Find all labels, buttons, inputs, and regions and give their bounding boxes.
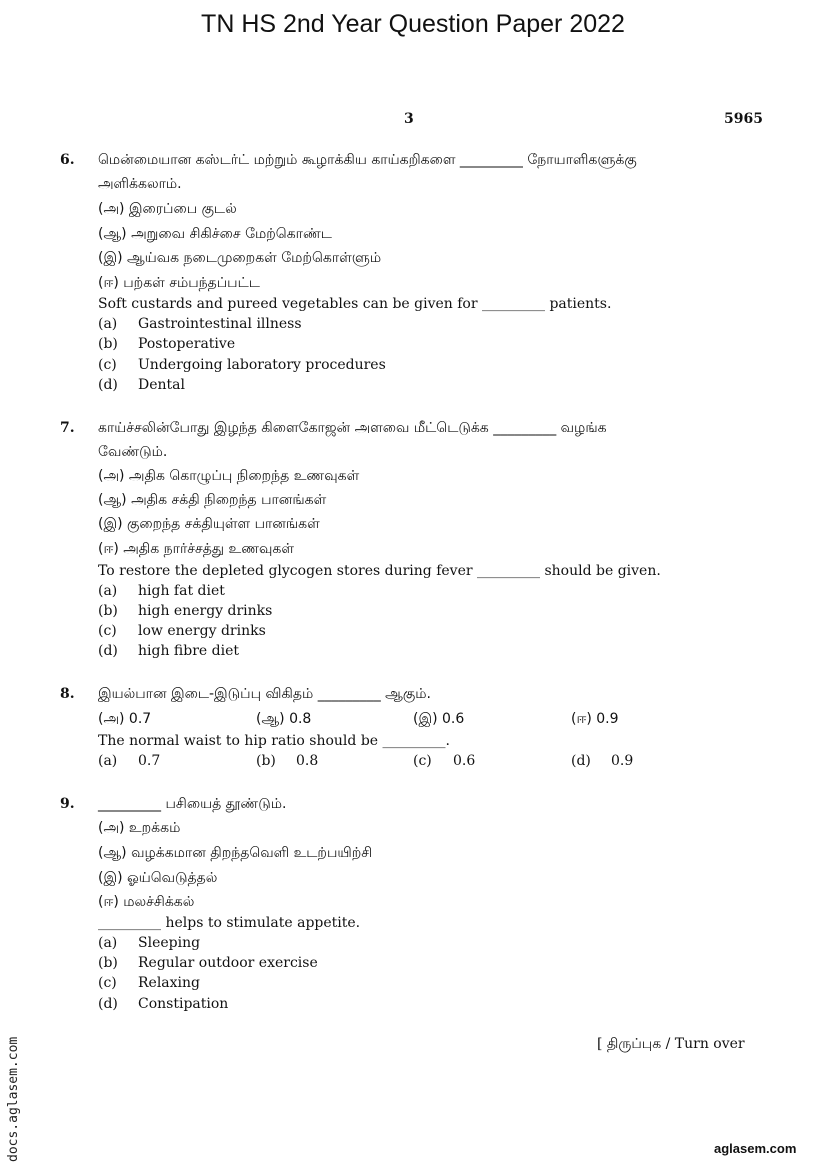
option-label: (c)	[413, 753, 432, 769]
option-text: low energy drinks	[138, 623, 266, 639]
tamil-option: (ஆ) வழக்கமான திறந்தவெளி உடற்பயிற்சி	[98, 845, 373, 861]
tamil-option: (இ) குறைந்த சக்தியுள்ள பானங்கள்	[98, 516, 320, 532]
side-watermark: docs.aglasem.com	[6, 1036, 21, 1162]
option-text: high fibre diet	[138, 643, 240, 659]
tamil-question-line: இயல்பான இடை-இடுப்பு விகிதம் _________ ஆகும்.	[98, 686, 431, 702]
question-number: 7.	[60, 420, 75, 436]
tamil-option: (ஈ) மலச்சிக்கல்	[98, 894, 195, 910]
option-label: (d)	[98, 996, 118, 1012]
brand-footer: aglasem.com	[714, 1141, 797, 1156]
option-text: Relaxing	[138, 975, 201, 991]
option-label: (d)	[98, 377, 118, 393]
tamil-question-line: காய்ச்சலின்போது இழந்த கிளைகோஜன் அளவை மீட்டெடுக்க _________ வழங்க	[98, 420, 607, 436]
option-text: 0.6	[453, 753, 476, 769]
question-number: 6.	[60, 152, 75, 168]
page-title: TN HS 2nd Year Question Paper 2022	[201, 10, 625, 38]
option-label: (c)	[98, 975, 117, 991]
option-label: (a)	[98, 583, 118, 599]
option-text: high fat diet	[138, 583, 225, 599]
turn-over-note: [ திருப்புக / Turn over	[597, 1036, 745, 1052]
tamil-option: (ஆ) அறுவை சிகிச்சை மேற்கொண்ட	[98, 226, 332, 242]
tamil-option: (இ) ஆய்வக நடைமுறைகள் மேற்கொள்ளும்	[98, 250, 382, 266]
question-number: 9.	[60, 796, 75, 812]
tamil-option: (ஆ) அதிக சக்தி நிறைந்த பானங்கள்	[98, 492, 327, 508]
tamil-option: (ஈ) அதிக நார்ச்சத்து உணவுகள்	[98, 541, 295, 557]
option-label: (a)	[98, 935, 118, 951]
option-text: Constipation	[138, 996, 229, 1012]
option-label: (d)	[98, 643, 118, 659]
option-label: (b)	[256, 753, 276, 769]
tamil-option: (அ) அதிக கொழுப்பு நிறைந்த உணவுகள்	[98, 468, 360, 484]
option-text: 0.8	[296, 753, 319, 769]
option-text: Regular outdoor exercise	[138, 955, 318, 971]
option-label: (a)	[98, 753, 118, 769]
option-text: Dental	[138, 377, 185, 393]
tamil-option: (இ) 0.6	[413, 711, 465, 727]
tamil-option: (அ) இரைப்பை குடல்	[98, 201, 237, 217]
page-number: 3	[404, 111, 414, 127]
option-text: 0.7	[138, 753, 161, 769]
english-question: _________ helps to stimulate appetite.	[98, 915, 361, 931]
option-text: Undergoing laboratory procedures	[138, 357, 386, 373]
paper-code: 5965	[724, 111, 763, 127]
option-text: high energy drinks	[138, 603, 273, 619]
option-text: 0.9	[611, 753, 634, 769]
option-label: (b)	[98, 336, 118, 352]
option-label: (c)	[98, 623, 117, 639]
option-label: (c)	[98, 357, 117, 373]
option-label: (b)	[98, 955, 118, 971]
tamil-question-line: அளிக்கலாம்.	[98, 176, 182, 192]
option-text: Sleeping	[138, 935, 201, 951]
option-label: (d)	[571, 753, 591, 769]
english-question: Soft custards and pureed vegetables can be given for _________ patients.	[98, 296, 612, 312]
tamil-option: (இ) ஓய்வெடுத்தல்	[98, 870, 218, 886]
option-label: (b)	[98, 603, 118, 619]
tamil-option: (அ) 0.7	[98, 711, 152, 727]
english-question: The normal waist to hip ratio should be _________.	[98, 733, 450, 749]
question-number: 8.	[60, 686, 75, 702]
tamil-question-line: _________ பசியைத் தூண்டும்.	[98, 796, 287, 812]
option-text: Postoperative	[138, 336, 236, 352]
tamil-option: (ஈ) பற்கள் சம்பந்தப்பட்ட	[98, 275, 260, 291]
tamil-option: (ஆ) 0.8	[256, 711, 312, 727]
tamil-question-line: வேண்டும்.	[98, 444, 168, 460]
tamil-question-line: மென்மையான கஸ்டர்ட் மற்றும் கூழாக்கிய காய்கறிகளை _________ நோயாளிகளுக்கு	[98, 152, 637, 168]
tamil-option: (அ) உறக்கம்	[98, 820, 181, 836]
option-text: Gastrointestinal illness	[138, 316, 302, 332]
english-question: To restore the depleted glycogen stores during fever _________ should be given.	[98, 563, 661, 579]
tamil-option: (ஈ) 0.9	[571, 711, 619, 727]
option-label: (a)	[98, 316, 118, 332]
